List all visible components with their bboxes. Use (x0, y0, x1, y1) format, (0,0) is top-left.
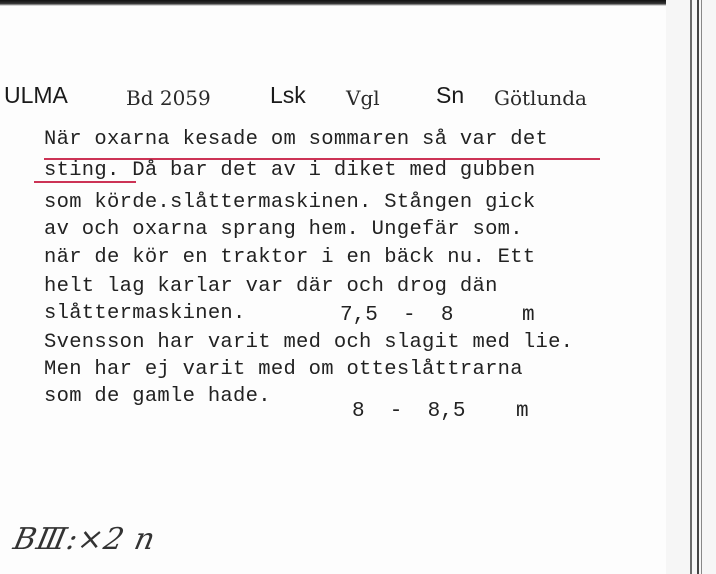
text-line-9: Men har ej varit med om otteslåttrarna (44, 358, 523, 381)
socken-value: Götlunda (494, 86, 587, 110)
measurement-1-value: 7,5 - 8 (340, 304, 454, 327)
text-line-10: som de gamle hade. (44, 385, 271, 408)
volume-number: Bd 2059 (126, 86, 211, 110)
text-line-4: av och oxarna sprang hem. Ungefär som. (44, 218, 523, 241)
landskap-label: Lsk (270, 82, 306, 108)
measurement-2-unit: m (516, 400, 529, 423)
edge-line (701, 0, 702, 574)
card-top-edge (0, 0, 716, 6)
handwritten-reference: BⅢ:×2 n (10, 522, 159, 557)
text-line-5: när de kör en traktor i en bäck nu. Ett (44, 246, 536, 269)
card-right-edge (666, 0, 716, 574)
text-line-1: När oxarna kesade om sommaren så var det (44, 128, 549, 151)
text-line-2: sting. Då bar det av i diket med gubben (44, 159, 536, 182)
text-line-3: som körde.slåttermaskinen. Stången gick (44, 191, 536, 214)
archive-code: ULMA (4, 82, 68, 108)
measurement-1-unit: m (522, 304, 535, 327)
landskap-value: Vgl (346, 86, 380, 110)
text-line-8: Svensson har varit med och slagit med lie. (44, 331, 574, 354)
measurement-2-value: 8 - 8,5 (352, 400, 466, 423)
edge-line (697, 0, 699, 574)
socken-label: Sn (436, 82, 465, 108)
text-line-7: slåttermaskinen. (44, 302, 246, 325)
edge-line (690, 0, 692, 574)
text-line-6: helt lag karlar var där och drog dän (44, 275, 498, 298)
